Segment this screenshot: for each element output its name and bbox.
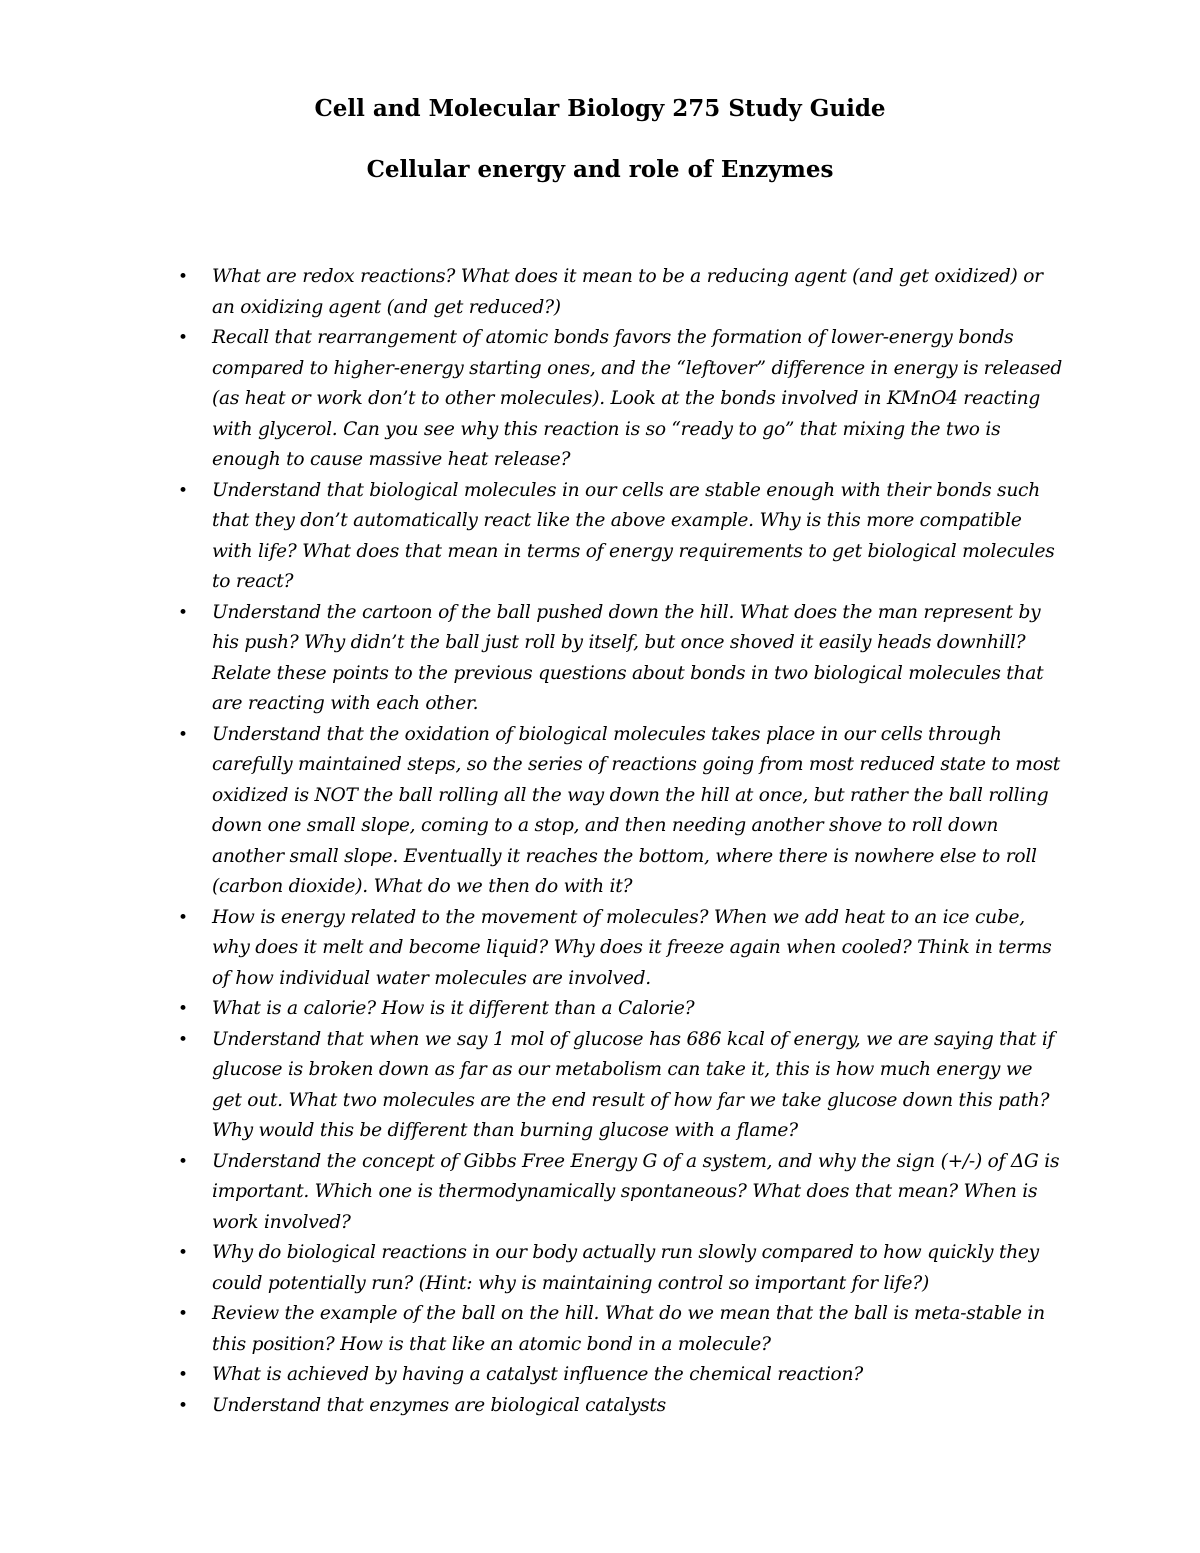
study-question-text: What is a calorie? How is it different than a Calorie? <box>212 998 695 1019</box>
study-question <box>176 598 1066 720</box>
study-question-text: What is achieved by having a catalyst influence the chemical reaction? <box>212 1364 863 1385</box>
study-question <box>176 1147 1066 1239</box>
bullet-icon: • <box>178 1365 188 1385</box>
study-question-text: What are redox reactions? What does it mean to be a reducing agent (and get oxidized) or an oxidizing agent (and get reduced?) <box>212 266 1043 318</box>
bullet-icon: • <box>178 999 188 1019</box>
study-question-text: Understand the concept of Gibbs Free Energy G of a system, and why the sign (+/-) of ΔG is important. Which one is thermodynamically spontaneous? What does that mean? When is work involved? <box>212 1150 1060 1233</box>
study-question <box>176 994 1066 1025</box>
study-question <box>176 323 1066 476</box>
document-title: Cell and Molecular Biology 275 Study Guide <box>314 95 886 122</box>
study-question-text: Understand that enzymes are biological catalysts <box>212 1394 666 1416</box>
study-question <box>176 903 1066 995</box>
study-question-text: Understand that the oxidation of biological molecules takes place in our cells through carefully maintained steps, so the series of reactions going from most reduced state to most oxidized is NOT the ball rolling all the way down the hill at once, but rather the ball rolling down one small slope, coming to a stop, and then needing another shove to roll down another small slope. Eventually it reaches the bottom, where there is nowhere else to roll (carbon dioxide). What do we then do with it? <box>212 723 1061 897</box>
study-question-text: Recall that rearrangement of atomic bonds favors the formation of lower-energy bonds compared to higher-energy starting ones, and the “leftover” difference in energy is released (as heat or work don’t to other molecules). Look at the bonds involved in KMnO4 reacting with glycerol. Can you see why this reaction is so “ready to go” that mixing the two is enough to cause massive heat release? <box>212 327 1063 470</box>
study-question-text: Understand the cartoon of the ball pushed down the hill. What does the man represent by his push? Why didn’t the ball just roll by itself, but once shoved it easily heads downhill? Relate these points to the previous questions about bonds in two biological molecules that are reacting with each other. <box>212 601 1044 714</box>
bullet-icon: • <box>178 1304 188 1324</box>
study-question <box>176 476 1066 598</box>
bullet-icon: • <box>178 328 188 348</box>
bullet-icon: • <box>178 1395 188 1416</box>
bullet-icon: • <box>178 1029 188 1050</box>
study-question <box>176 1025 1066 1147</box>
study-question <box>176 720 1066 903</box>
study-question-text: Review the example of the ball on the hill. What do we mean that the ball is meta-stable in this position? How is that like an atomic bond in a molecule? <box>212 1303 1045 1355</box>
study-question-text: Understand that when we say 1 mol of glucose has 686 kcal of energy, we are saying that if glucose is broken down as far as our metabolism can take it, this is how much energy we get out. What two molecules are the end result of how far we take glucose down this path? Why would this be different than burning glucose with a flame? <box>212 1028 1055 1141</box>
study-question-text: How is energy related to the movement of molecules? When we add heat to an ice cube, why does it melt and become liquid? Why does it freeze again when cooled? Think in terms of how individual water molecules are involved. <box>212 906 1052 989</box>
study-question <box>176 1238 1066 1299</box>
bullet-icon: • <box>178 1243 188 1263</box>
study-question <box>176 262 1066 323</box>
study-question-list <box>176 262 1066 1421</box>
bullet-icon: • <box>178 1151 188 1172</box>
study-question <box>176 1299 1066 1360</box>
bullet-icon: • <box>178 267 188 287</box>
study-question <box>176 1360 1066 1391</box>
bullet-icon: • <box>178 480 188 501</box>
study-question <box>176 1391 1066 1422</box>
bullet-icon: • <box>178 724 188 745</box>
study-question-text: Understand that biological molecules in our cells are stable enough with their bonds such that they don’t automatically react like the above example. Why is this more compatible with life? What does that mean in terms of energy requirements to get biological molecules to react? <box>212 479 1055 592</box>
bullet-icon: • <box>178 907 188 928</box>
study-question-text: Why do biological reactions in our body actually run slowly compared to how quickly they could potentially run? (Hint: why is maintaining control so important for life?) <box>212 1242 1039 1294</box>
bullet-icon: • <box>178 602 188 623</box>
document-subtitle: Cellular energy and role of Enzymes <box>366 156 834 183</box>
